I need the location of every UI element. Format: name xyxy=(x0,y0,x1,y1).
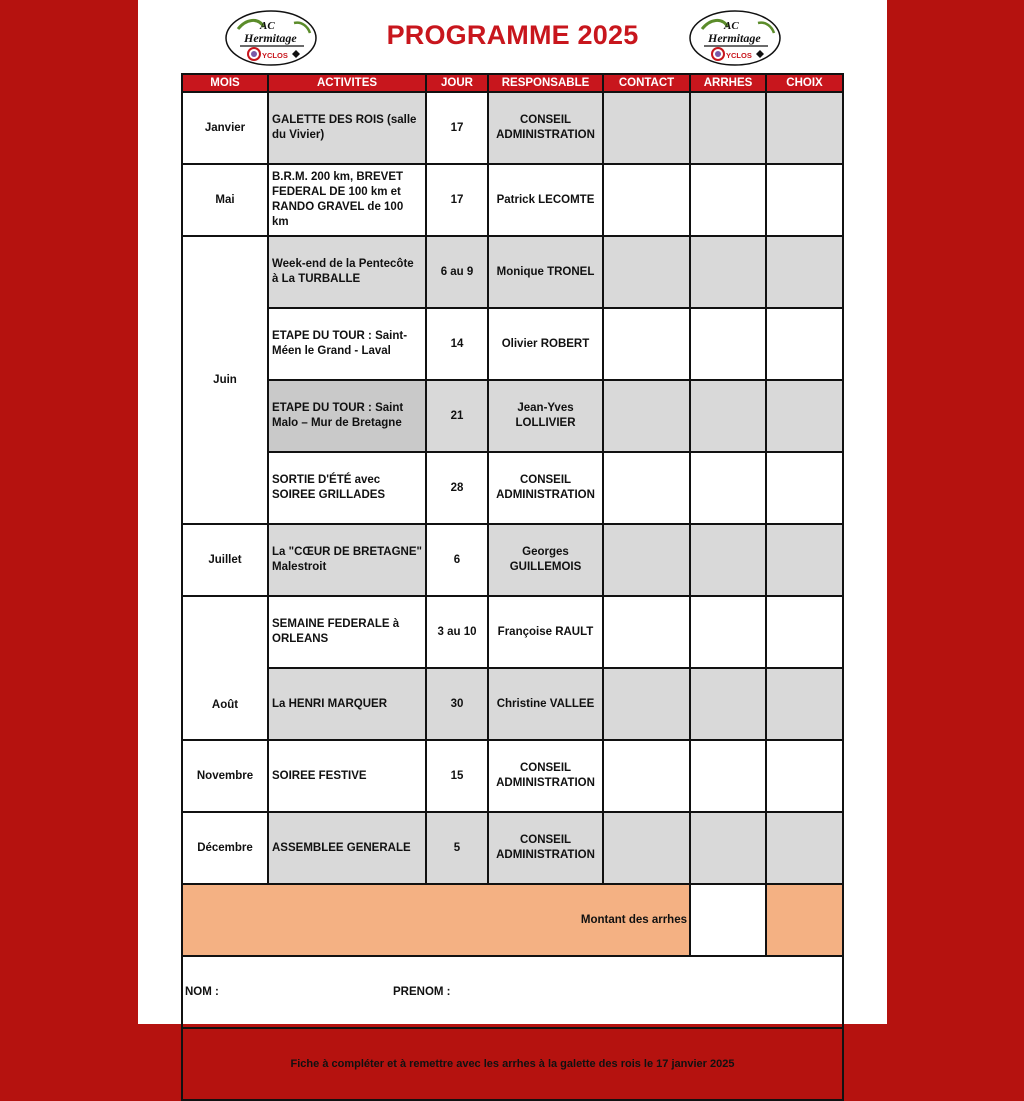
column-header-contact: CONTACT xyxy=(603,74,690,92)
table-row xyxy=(182,308,843,380)
name-fields[interactable] xyxy=(182,956,843,1028)
arrhes-cell[interactable] xyxy=(690,164,766,236)
choix-cell[interactable] xyxy=(766,380,843,452)
contact-cell[interactable] xyxy=(603,668,690,740)
day-cell: 3 au 10 xyxy=(426,596,488,668)
contact-cell[interactable] xyxy=(603,380,690,452)
responsible-cell: CONSEIL ADMINISTRATION xyxy=(488,812,603,884)
table-row xyxy=(182,452,843,524)
svg-text:YCLOS: YCLOS xyxy=(262,51,288,60)
day-cell: 14 xyxy=(426,308,488,380)
responsible-cell: Monique TRONEL xyxy=(488,236,603,308)
programme-table xyxy=(181,73,844,1101)
table-row xyxy=(182,164,843,236)
column-header-jour: JOUR xyxy=(426,74,488,92)
month-cell: Juillet xyxy=(182,524,268,596)
choix-cell[interactable] xyxy=(766,92,843,164)
page-title: PROGRAMME 2025 xyxy=(386,20,639,50)
choix-cell[interactable] xyxy=(766,668,843,740)
table-row xyxy=(182,596,843,668)
total-row xyxy=(182,884,843,956)
club-logo-right xyxy=(688,9,782,67)
column-header-mois: MOIS xyxy=(182,74,268,92)
contact-cell[interactable] xyxy=(603,740,690,812)
activity-cell: La "CŒUR DE BRETAGNE" Malestroit xyxy=(268,524,426,596)
choix-cell[interactable] xyxy=(766,596,843,668)
responsible-cell: CONSEIL ADMINISTRATION xyxy=(488,452,603,524)
choix-cell[interactable] xyxy=(766,812,843,884)
arrhes-cell[interactable] xyxy=(690,596,766,668)
column-header-choix: CHOIX xyxy=(766,74,843,92)
month-label: Août xyxy=(211,699,239,711)
total-arrhes-field[interactable] xyxy=(690,884,766,956)
day-cell: 21 xyxy=(426,380,488,452)
programme-sheet xyxy=(138,0,887,1070)
arrhes-cell[interactable] xyxy=(690,812,766,884)
table-row xyxy=(182,740,843,812)
day-cell: 6 xyxy=(426,524,488,596)
choix-cell[interactable] xyxy=(766,452,843,524)
table-row xyxy=(182,524,843,596)
footer-note: Fiche à compléter et à remettre avec les arrhes à la galette des rois le 17 janvier 2025 xyxy=(182,1028,843,1100)
activity-cell: ETAPE DU TOUR : Saint-Méen le Grand - Laval xyxy=(268,308,426,380)
arrhes-cell[interactable] xyxy=(690,740,766,812)
total-choix-field[interactable] xyxy=(766,884,843,956)
day-cell: 5 xyxy=(426,812,488,884)
responsible-cell: Olivier ROBERT xyxy=(488,308,603,380)
nom-label: NOM : xyxy=(185,986,219,998)
activity-cell: GALETTE DES ROIS (salle du Vivier) xyxy=(268,92,426,164)
arrhes-cell[interactable] xyxy=(690,452,766,524)
choix-cell[interactable] xyxy=(766,740,843,812)
footer-row xyxy=(182,1028,843,1100)
responsible-cell: Christine VALLEE xyxy=(488,668,603,740)
arrhes-cell[interactable] xyxy=(690,524,766,596)
page-header xyxy=(138,0,887,72)
column-header-responsable: RESPONSABLE xyxy=(488,74,603,92)
month-cell: Mai xyxy=(182,164,268,236)
month-cell: Novembre xyxy=(182,740,268,812)
day-cell: 17 xyxy=(426,164,488,236)
activity-cell: ASSEMBLEE GENERALE xyxy=(268,812,426,884)
arrhes-cell[interactable] xyxy=(690,236,766,308)
table-header-row xyxy=(182,74,843,92)
responsible-cell: Georges GUILLEMOIS xyxy=(488,524,603,596)
activity-cell: La HENRI MARQUER xyxy=(268,668,426,740)
activity-cell: SEMAINE FEDERALE à ORLEANS xyxy=(268,596,426,668)
contact-cell[interactable] xyxy=(603,308,690,380)
activity-cell: SOIREE FESTIVE xyxy=(268,740,426,812)
contact-cell[interactable] xyxy=(603,236,690,308)
day-cell: 17 xyxy=(426,92,488,164)
month-cell: Juin xyxy=(182,236,268,524)
arrhes-cell[interactable] xyxy=(690,668,766,740)
contact-cell[interactable] xyxy=(603,92,690,164)
contact-cell[interactable] xyxy=(603,452,690,524)
activity-cell: SORTIE D'ÉTÉ avec SOIREE GRILLADES xyxy=(268,452,426,524)
day-cell: 15 xyxy=(426,740,488,812)
responsible-cell: Patrick LECOMTE xyxy=(488,164,603,236)
table-row xyxy=(182,236,843,308)
prenom-label: PRENOM : xyxy=(393,986,451,998)
choix-cell[interactable] xyxy=(766,164,843,236)
responsible-cell: Jean-Yves LOLLIVIER xyxy=(488,380,603,452)
svg-text:Hermitage: Hermitage xyxy=(708,31,761,45)
month-cell: Janvier xyxy=(182,92,268,164)
svg-text:AC: AC xyxy=(724,20,739,32)
activity-cell: ETAPE DU TOUR : Saint Malo – Mur de Bretagne xyxy=(268,380,426,452)
column-header-activites: ACTIVITES xyxy=(268,74,426,92)
choix-cell[interactable] xyxy=(766,236,843,308)
table-row xyxy=(182,812,843,884)
day-cell: 6 au 9 xyxy=(426,236,488,308)
activity-cell: B.R.M. 200 km, BREVET FEDERAL DE 100 km et RANDO GRAVEL de 100 km xyxy=(268,164,426,236)
name-row xyxy=(182,956,843,1028)
choix-cell[interactable] xyxy=(766,524,843,596)
responsible-cell: CONSEIL ADMINISTRATION xyxy=(488,740,603,812)
choix-cell[interactable] xyxy=(766,308,843,380)
arrhes-cell[interactable] xyxy=(690,308,766,380)
responsible-cell: Françoise RAULT xyxy=(488,596,603,668)
month-cell: Décembre xyxy=(182,812,268,884)
contact-cell[interactable] xyxy=(603,524,690,596)
total-arrhes-label: Montant des arrhes xyxy=(182,884,690,956)
column-header-arrhes: ARRHES xyxy=(690,74,766,92)
arrhes-cell[interactable] xyxy=(690,380,766,452)
contact-cell[interactable] xyxy=(603,812,690,884)
table-row xyxy=(182,668,843,740)
contact-cell[interactable] xyxy=(603,596,690,668)
month-cell xyxy=(182,596,268,740)
activity-cell: Week-end de la Pentecôte à La TURBALLE xyxy=(268,236,426,308)
svg-text:YCLOS: YCLOS xyxy=(726,51,752,60)
svg-text:Hermitage: Hermitage xyxy=(244,31,297,45)
responsible-cell: CONSEIL ADMINISTRATION xyxy=(488,92,603,164)
table-row xyxy=(182,92,843,164)
svg-text:AC: AC xyxy=(260,20,275,32)
day-cell: 28 xyxy=(426,452,488,524)
day-cell: 30 xyxy=(426,668,488,740)
contact-cell[interactable] xyxy=(603,164,690,236)
arrhes-cell[interactable] xyxy=(690,92,766,164)
table-row xyxy=(182,380,843,452)
